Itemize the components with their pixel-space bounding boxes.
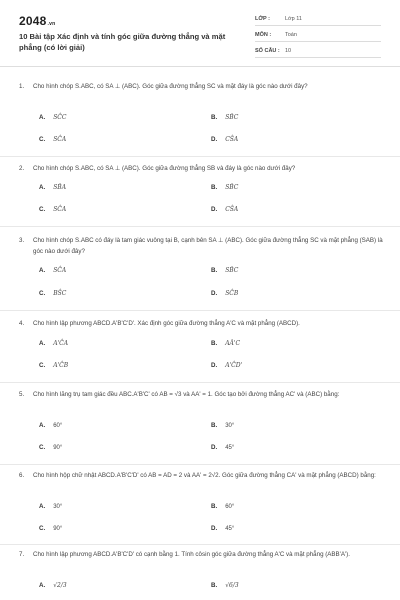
question-divider (0, 226, 400, 227)
question-7-options-row-1 (39, 582, 379, 594)
option-letter: B. (211, 184, 218, 191)
option-value: SĈB (225, 290, 239, 297)
meta-row-question-count (255, 46, 381, 58)
option-value: A'ĈB (53, 362, 69, 369)
option-value: √2/3 (53, 582, 67, 589)
question-1-option-a[interactable] (39, 114, 66, 121)
question-2-option-b[interactable] (211, 184, 238, 191)
question-7-text-block (19, 550, 383, 561)
option-value: SĈA (53, 267, 67, 274)
meta-value-question-count: 10 (285, 48, 292, 54)
option-value: AÂ'C (225, 340, 241, 347)
option-letter: B. (211, 340, 218, 347)
question-7-text: Cho hình lập phương ABCD.A'B'C'D' có cạnh bằng 1. Tính côsin góc giữa đường thẳng A'C và mặt phẳng (ABB'A'). (33, 551, 350, 558)
option-value: BŜC (53, 290, 67, 297)
option-value: SB̂C (225, 114, 239, 121)
question-3-options-row-1 (39, 267, 379, 279)
option-value: A'ĈA (53, 340, 69, 347)
question-3-option-c[interactable] (39, 290, 66, 297)
question-divider (0, 156, 400, 157)
question-2-number: 2. (19, 165, 25, 172)
question-5-text-block (19, 390, 383, 401)
option-value: CŜA (225, 206, 239, 213)
question-3-number: 3. (19, 237, 25, 244)
option-letter: B. (211, 503, 218, 510)
question-3 (19, 236, 383, 257)
option-value: SB̂C (225, 184, 239, 191)
option-value: 30° (225, 423, 235, 429)
question-1-option-c[interactable] (39, 136, 66, 143)
option-value: SB̂C (225, 267, 239, 274)
meta-row-class (255, 14, 381, 26)
logo-main-text: 2048 (19, 14, 47, 28)
option-value: SĈA (53, 136, 67, 143)
option-letter: C. (39, 206, 46, 213)
question-divider (0, 310, 400, 311)
meta-label-class: LỚP : (255, 16, 270, 22)
option-letter: B. (211, 582, 218, 589)
question-1-option-d[interactable] (211, 136, 238, 143)
option-value: 60° (53, 423, 63, 429)
option-value: 45° (225, 445, 235, 451)
logo-suffix-text: .vn (47, 21, 56, 27)
option-letter: C. (39, 136, 46, 143)
question-5-option-a[interactable] (39, 422, 62, 429)
option-letter: C. (39, 525, 46, 532)
option-value: SB̂A (53, 184, 67, 191)
question-4-text: Cho hình lập phương ABCD.A'B'C'D'. Xác định góc giữa đường thẳng A'C và mặt phẳng (ABCD). (33, 320, 300, 327)
header-divider (0, 66, 400, 67)
question-1-text-block (19, 82, 383, 93)
option-letter: D. (211, 444, 218, 451)
question-4-option-d[interactable] (211, 362, 242, 369)
site-logo[interactable] (19, 14, 55, 28)
option-value: SĈC (53, 114, 67, 121)
question-6-option-c[interactable] (39, 525, 62, 532)
option-letter: A. (39, 422, 46, 429)
question-1-option-b[interactable] (211, 114, 238, 121)
option-letter: D. (211, 206, 218, 213)
question-2-option-a[interactable] (39, 184, 66, 191)
question-4-text-block (19, 319, 383, 330)
question-1-text: Cho hình chóp S.ABC, có SA ⊥ (ABC). Góc giữa đường thẳng SC và mặt đáy là góc nào dưới đây? (33, 83, 308, 90)
question-4-options-row-2 (39, 362, 379, 374)
option-letter: A. (39, 267, 46, 274)
question-7-option-b[interactable] (211, 582, 239, 589)
option-letter: A. (39, 582, 46, 589)
question-3-text: Cho hình chóp S.ABC có đáy là tam giác vuông tại B, cạnh bên SA ⊥ (ABC). Góc giữa đường thẳng SC và mặt phẳng (SAB) là góc nào dưới đây? (33, 237, 383, 255)
document-header (0, 0, 400, 66)
question-5-number: 5. (19, 391, 25, 398)
document-title: 10 Bài tập Xác định và tính góc giữa đường thẳng và mặt phẳng (có lời giải) (19, 32, 226, 52)
question-2 (19, 164, 383, 175)
question-3-option-b[interactable] (211, 267, 238, 274)
option-letter: D. (211, 136, 218, 143)
option-letter: C. (39, 444, 46, 451)
question-7-option-a[interactable] (39, 582, 67, 589)
question-5-option-c[interactable] (39, 444, 62, 451)
option-value: CŜA (225, 136, 239, 143)
question-7-number: 7. (19, 551, 25, 558)
question-3-text-block (19, 236, 383, 257)
option-value: 90° (53, 526, 63, 532)
option-letter: D. (211, 525, 218, 532)
meta-row-subject (255, 30, 381, 42)
question-5 (19, 390, 383, 401)
question-2-text-block (19, 164, 383, 175)
option-letter: B. (211, 267, 218, 274)
question-7 (19, 550, 383, 561)
option-letter: A. (39, 114, 46, 121)
question-4-option-c[interactable] (39, 362, 68, 369)
meta-label-question-count: SỐ CÂU : (255, 48, 280, 54)
option-letter: C. (39, 290, 46, 297)
question-4-option-b[interactable] (211, 340, 240, 347)
option-letter: A. (39, 340, 46, 347)
option-letter: B. (211, 422, 218, 429)
option-value: 30° (53, 504, 63, 510)
question-divider (0, 464, 400, 465)
question-1-number: 1. (19, 83, 25, 90)
question-3-option-d[interactable] (211, 290, 238, 297)
question-4-options-row-1 (39, 340, 379, 352)
question-5-options-row-2 (39, 444, 379, 456)
question-5-option-b[interactable] (211, 422, 234, 429)
question-6-number: 6. (19, 472, 25, 479)
question-6-text: Cho hình hộp chữ nhật ABCD.A'B'C'D' có AB = AD = 2 và AA' = 2√2. Góc giữa đường thẳng CA' và mặt phẳng (ABCD) bằng: (33, 472, 376, 479)
option-value: A'ĈD' (225, 362, 243, 369)
question-6-option-b[interactable] (211, 503, 234, 510)
question-3-options-row-2 (39, 290, 379, 302)
question-6-text-block (19, 471, 383, 482)
option-letter: C. (39, 362, 46, 369)
question-6-option-a[interactable] (39, 503, 62, 510)
question-6-options-row-1 (39, 503, 379, 515)
option-letter: A. (39, 503, 46, 510)
meta-value-subject: Toán (285, 32, 297, 38)
question-2-options-row-1 (39, 184, 379, 196)
question-1-options-row-2 (39, 136, 379, 148)
question-divider (0, 382, 400, 383)
meta-value-class: Lớp 11 (285, 16, 302, 22)
option-value: 90° (53, 445, 63, 451)
option-value: 45° (225, 526, 235, 532)
question-1-options-row-1 (39, 114, 379, 126)
question-6 (19, 471, 383, 482)
question-2-text: Cho hình chóp S.ABC, có SA ⊥ (ABC). Góc giữa đường thẳng SB và đáy là góc nào dưới đây? (33, 165, 296, 172)
question-4 (19, 319, 383, 330)
option-letter: D. (211, 362, 218, 369)
question-1 (19, 82, 383, 93)
question-5-option-d[interactable] (211, 444, 234, 451)
meta-label-subject: MÔN : (255, 32, 272, 38)
option-letter: A. (39, 184, 46, 191)
question-divider (0, 544, 400, 545)
option-value: √6/3 (225, 582, 239, 589)
question-2-option-d[interactable] (211, 206, 238, 213)
question-2-option-c[interactable] (39, 206, 66, 213)
question-4-option-a[interactable] (39, 340, 68, 347)
question-6-options-row-2 (39, 525, 379, 537)
option-letter: B. (211, 114, 218, 121)
question-6-option-d[interactable] (211, 525, 234, 532)
option-value: 60° (225, 504, 235, 510)
question-5-options-row-1 (39, 422, 379, 434)
option-value: SĈA (53, 206, 67, 213)
option-letter: D. (211, 290, 218, 297)
question-3-option-a[interactable] (39, 267, 66, 274)
question-5-text: Cho hình lăng trụ tam giác đều ABC.A'B'C' có AB = √3 và AA' = 1. Góc tạo bởi đường thẳng AC' và (ABC) bằng: (33, 391, 340, 398)
question-2-options-row-2 (39, 206, 379, 218)
question-4-number: 4. (19, 320, 25, 327)
